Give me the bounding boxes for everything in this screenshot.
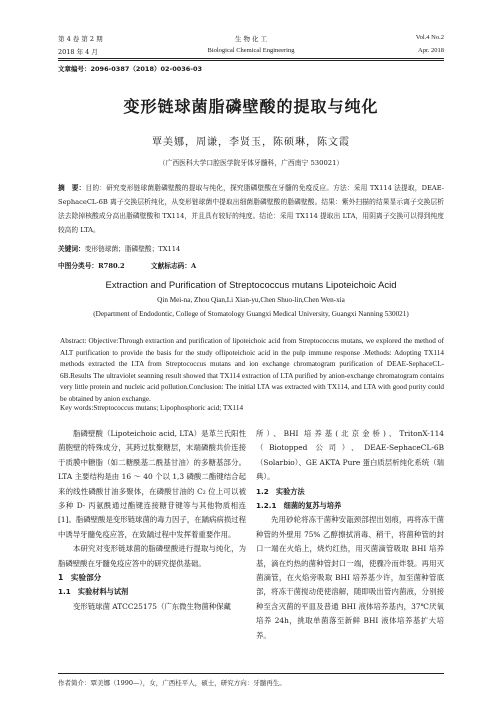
english-abstract (60, 336, 444, 405)
materials-continued-paragraph: 所）、BHI 培养基(北京金桥)、TritonX-114（Biotopped 公司）、DEAE-SephaceCL-6B（Solarbio）、GE AKTA Pure 蛋白质层析纯化系统（瑞典）。 (256, 429, 444, 482)
doc-code-value: A (191, 262, 197, 270)
body-left-column (58, 427, 246, 614)
article-number: 文章编号：2096-0387（2018）02-0036-03 (58, 65, 203, 73)
classification-line (58, 260, 444, 270)
header-rule (58, 58, 444, 59)
subsection-heading-materials: 1.1 实验材料与试剂 (58, 587, 129, 597)
english-keywords (60, 404, 444, 412)
keywords-cn (58, 243, 444, 253)
abstract-cn-text: 目的：研究变形链球菌脂磷壁酸的提取与纯化，探究脂磷壁酸在牙髓的免疫反应。方法：采用 TX114 法提取，DEAE-SephaceCL-6B 离子交换层析纯化，从变形链球菌中提取出细菌脂磷壁酸的脂磷壁酸。结果：紫外扫描的结果显示离子交换层析法去除掉核酸成分高出脂磷壁酸和 TX114，并且具有较好的纯度。结论：采用 TX114 提取出 LTA，用阴离子交换可以得到纯度较高的 LTA。 (58, 184, 444, 234)
subsection-heading-methods: 1.2 实验方法 (256, 486, 305, 496)
body-right-column (256, 427, 444, 643)
date-label: 2018 年 4 月 (58, 48, 98, 56)
english-title: Extraction and Purification of Streptococcus mutans Lipoteichoic Acid (105, 280, 397, 291)
english-keywords-text: Streptococcus mutans; Lipophosphoric acid; TX114 (93, 404, 244, 412)
keywords-cn-label: 关键词： (58, 245, 85, 253)
date-en: Apr. 2018 (418, 47, 444, 54)
english-abstract-label: Abstract: (60, 337, 87, 345)
subsubsection-heading-culture: 1.2.1 细菌的复苏与培养 (256, 501, 342, 511)
english-authors: Qin Mei-na, Zhou Qian,Li Xian-yu,Chen Shuo-lin,Chen Wen-xia (157, 296, 345, 304)
keywords-cn-text: 变形链球菌；脂磷壁酸；TX114 (84, 245, 181, 253)
abstract-cn (58, 181, 444, 237)
english-keywords-label: Key words: (60, 404, 94, 412)
materials-paragraph: 变形链球菌 ATCC25175（广东微生物菌种保藏 (73, 601, 231, 611)
abstract-cn-label: 摘 要： (58, 184, 86, 192)
header-rule-2 (58, 60, 444, 61)
author-footnote: 作者简介：覃美娜（1990—），女，广西桂平人，硕士，研究方向：牙髓再生。 (58, 679, 286, 687)
volume-label: Vol.4 No.2 (415, 34, 444, 41)
english-abstract-text: Objective:Through extraction and purification of lipoteichoic acid from Streptococcus mutans, we explored the method of ALT purification to provide the basis for the study oflipoteichoic acid in the pulp immune response .Methods: Adopting TX114 methods extracted the LTA from Streptococcus mutans and ion exchange chromatogram purification of DEAE-SephaceCL-6B.Results The ultraviolet seanning result showed that TX114 extraction of LTA purified by anion-exchange chromatogram contains very little protein and nucleic acid pollution.Conclusion: The initial LTA was extracted with TX114, and LTA with good purity could be obtained by anion exchange. (60, 337, 444, 403)
clc-value: R780.2 (98, 262, 125, 270)
footnote-rule (58, 673, 444, 674)
intro-paragraph: 脂磷壁酸（Lipoteichoic acid, LTA）是革兰氏阳性菌胞壁的特殊成分，其跨过肽聚糖层，末端磷酸共价连接于质膜中糖脂（如二糖酰基二酰基甘油）的多糖基部分。LTA 主要结构是由 16 ～ 40 个以 1,3 磷酸二酯键结合起来的线性磷酸甘油多聚体，在磷酸甘油的 C₂ 位上可以被多种 D- 丙氨酰通过酯键连接糖苷键等与其他物质相连 [1]。脂磷壁酸是变形链球菌的毒力因子，在龋病病损过程中诱导牙髓免疫应答，在致龋过程中发挥着重要作用。 (58, 429, 246, 539)
affiliation: （广西医科大学口腔医学院牙体牙髓科，广西南宁 530021） (158, 159, 344, 167)
culture-paragraph: 先用砂轮将冻干菌种安瓿颈部捏出划痕，再将冻干菌种管的外壁用 75% 乙醇擦拭消毒、稍干，将菌种管的封口一端在火焰上，烧灼红热，用灭菌滴管吸取 BHI 培养基，滴在灼热的菌种管封口一端，使骤冷而炸裂。再用灭菌滴管，在火焰旁吸取 BHI 培养基少许，加至菌种管底部，将冻干菌搅动使使溶解，随即吸出管内菌液，分别接种至含灭菌的平皿及普通 BHI 液体培养基内，37℃厌氧培养 24h，挑取单菌落至新鲜 BHI 液体培养基扩大培养。 (256, 515, 444, 640)
aim-paragraph: 本研究对变形链球菌的脂磷壁酸进行提取与纯化，为脂磷壁酸在牙髓免疫应答中的研究提供基础。 (58, 544, 246, 568)
section-heading-experimental: 1 实验部分 (58, 573, 102, 583)
clc-label: 中图分类号： (58, 262, 99, 270)
issue-label: 第 4 卷 第 2 期 (58, 35, 103, 43)
journal-name-en: Biological Chemical Engineering (207, 47, 295, 54)
english-affiliation: (Department of Endodontic, College of Stomatology Guangxi Medical University, Guangxi Nanning 530021) (93, 310, 409, 318)
paper-title: 变形链球菌脂磷壁酸的提取与纯化 (123, 97, 379, 116)
journal-name-cn: 生 物 化 工 (234, 35, 268, 43)
author-list: 覃美娜，周谦，李贤玉，陈硕琳，陈文霞 (152, 137, 350, 148)
doc-code-label: 文献标志码： (150, 262, 192, 270)
